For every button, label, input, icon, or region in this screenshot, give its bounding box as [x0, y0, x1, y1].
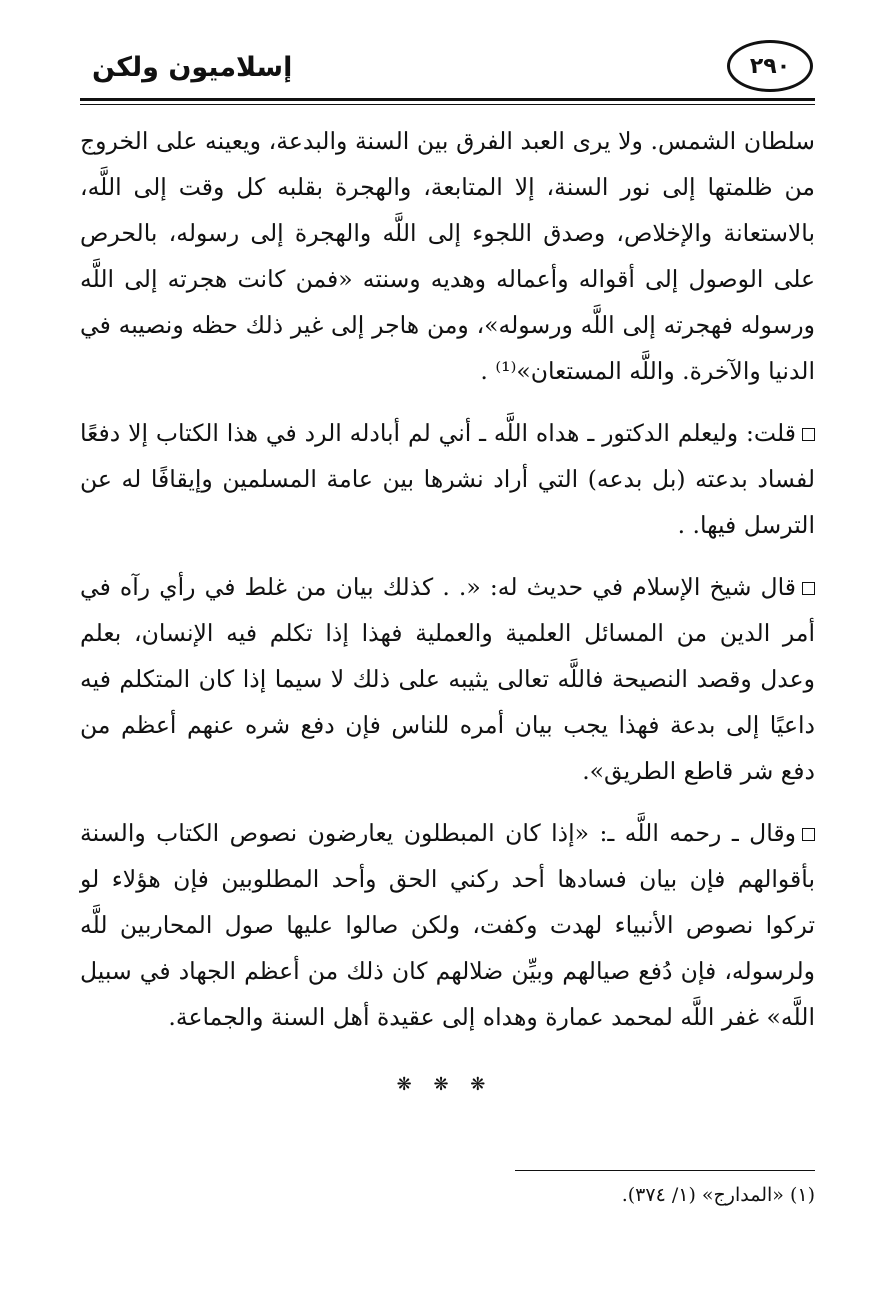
- header-rule-thin: [80, 104, 815, 105]
- header-rule: [80, 98, 815, 101]
- page-header: [80, 40, 815, 106]
- paragraph-marker-icon: [802, 428, 815, 441]
- paragraph-text: قلت: وليعلم الدكتور ـ هداه اللَّه ـ أني لم أبادله الرد في هذا الكتاب إلا دفعًا لفساد بدعته (بل بدعه) التي أراد نشرها بين عامة المسلمين وإيقافًا له عن الترسل فيها. .: [80, 419, 815, 539]
- paragraph-text: قال شيخ الإسلام في حديث له: «. . كذلك بيان من غلط في رأي رآه في أمر الدين من المسائل العلمية والعملية فهذا إذا تكلم فيه الإنسان، بعلم وعدل وقصد النصيحة فاللَّه تعالى يثيبه على ذلك لا سيما إذا كان المتكلم فيه داعيًا إلى بدعة فهذا يجب بيان أمره للناس فإن دفع شره عنهم أعظم من دفع شر قاطع الطريق».: [80, 573, 815, 785]
- paragraph-marker-icon: [802, 582, 815, 595]
- book-title: إسلاميون ولكن: [92, 52, 293, 83]
- paragraph-4: [80, 810, 815, 1040]
- footnote: (١) «المدارج» (١/ ٣٧٤).: [621, 1184, 815, 1206]
- page-number: ٢٩٠: [727, 40, 813, 92]
- paragraph-marker-icon: [802, 828, 815, 841]
- paragraph-2: [80, 410, 815, 548]
- paragraph-1: [80, 118, 815, 394]
- paragraph-3: [80, 564, 815, 794]
- page-body: [80, 118, 815, 1056]
- paragraph-text: وقال ـ رحمه اللَّه ـ: «إذا كان المبطلون يعارضون نصوص الكتاب والسنة بأقوالهم فإن بيان فسادها أحد ركني الحق وأحد المطلوبين فإن هؤلاء لو تركوا نصوص الأنبياء لهدت وكفت، ولكن صالوا عليها صول المحاربين للَّه ولرسوله، فإن دُفع صيالهم وبيِّن ضلالهم كان ذلك من أعظم الجهاد في سبيل اللَّه» غفر اللَّه لمحمد عمارة وهداه إلى عقيدة أهل السنة والجماعة.: [80, 819, 815, 1031]
- footnote-rule: [515, 1170, 815, 1171]
- paragraph-text: سلطان الشمس. ولا يرى العبد الفرق بين السنة والبدعة، ويعينه على الخروج من ظلمتها إلى نور السنة، إلا المتابعة، والهجرة بقلبه كل وقت إلى اللَّه، بالاستعانة والإخلاص، وصدق اللجوء إلى اللَّه والهجرة إلى رسوله، بالحرص على الوصول إلى أقواله وأعماله وهديه وسنته «فمن كانت هجرته إلى اللَّه ورسوله فهجرته إلى اللَّه ورسوله»، ومن هاجر إلى غير ذلك حظه ونصيبه في الدنيا والآخرة. واللَّه المستعان»⁽¹⁾ .: [80, 127, 815, 385]
- section-separator: ❋ ❋ ❋: [396, 1074, 494, 1095]
